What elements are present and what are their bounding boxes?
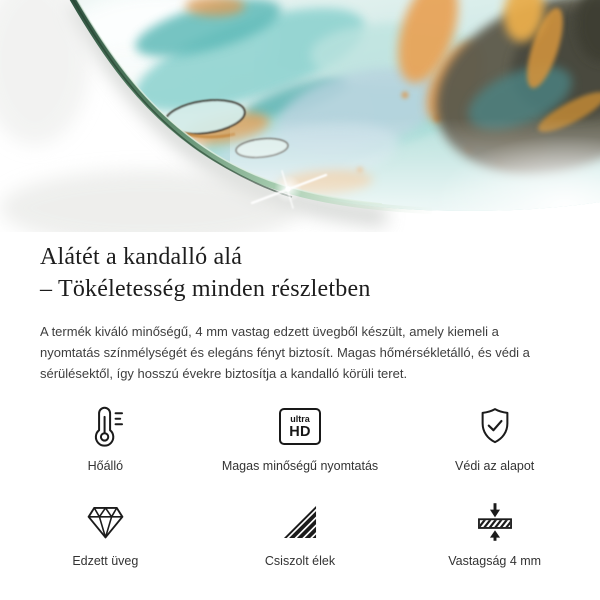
- feature-heat-resistant: [8, 404, 203, 473]
- feature-label: Hőálló: [87, 458, 124, 473]
- ultra-hd-icon: [279, 404, 321, 450]
- feature-label: Vastagság 4 mm: [448, 553, 542, 568]
- diamond-icon: [83, 499, 128, 545]
- feature-tempered-glass: [8, 499, 203, 568]
- product-image: [0, 0, 600, 232]
- feature-label: Edzett üveg: [72, 553, 139, 568]
- page-title: [40, 242, 560, 306]
- feature-label: Csiszolt élek: [264, 553, 336, 568]
- ultra-hd-icon-text-bottom: HD: [289, 423, 311, 440]
- page-title-line1: Alátét a kandalló alá: [40, 244, 243, 270]
- feature-polished-edges: [203, 499, 398, 568]
- thickness-icon: [473, 499, 517, 545]
- feature-protects-base: [397, 404, 592, 473]
- shield-check-icon: [473, 404, 517, 450]
- feature-label: Magas minőségű nyomtatás: [221, 458, 379, 473]
- feature-label: Védi az alapot: [455, 458, 535, 473]
- polished-edges-icon: [278, 499, 322, 545]
- ultra-hd-icon-text-top: ultra: [290, 413, 310, 424]
- feature-grid: [0, 404, 600, 568]
- product-description: A termék kiváló minőségű, 4 mm vastag edzett üvegből készült, amely kiemeli a nyomtatás színmélységét és elegáns fényt biztosít. Magas hőmérsékletálló, és védi a sérülésektől, így hosszú évekre biztosítja a kandalló körüli teret.: [40, 323, 530, 381]
- thermometer-icon: [85, 404, 126, 450]
- feature-thickness: [397, 499, 592, 568]
- page-title-line2: – Tökéletesség minden részletben: [40, 275, 371, 302]
- feature-hd-print: [203, 404, 398, 473]
